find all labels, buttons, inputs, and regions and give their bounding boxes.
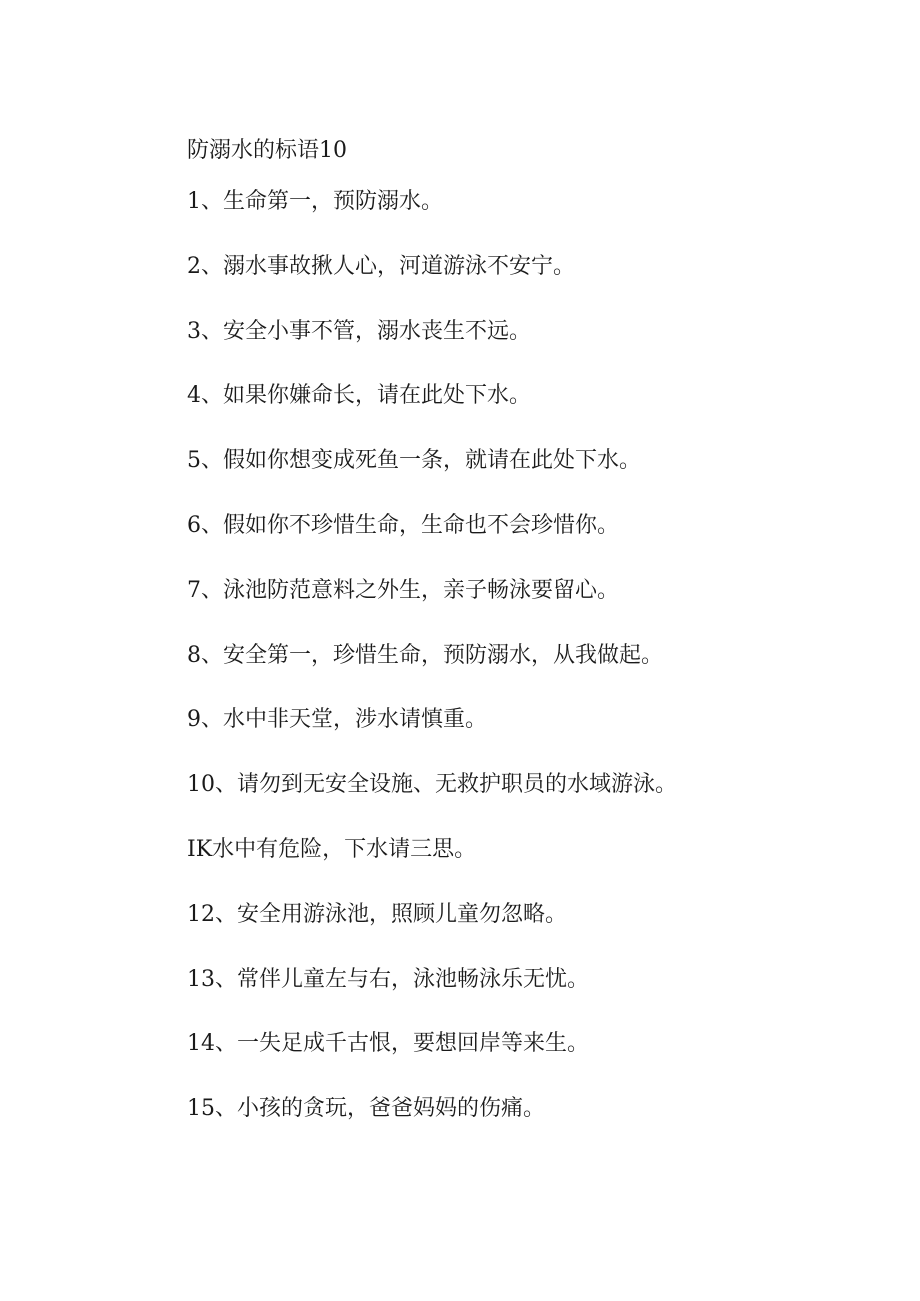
list-item: 9、水中非天堂，涉水请慎重。 xyxy=(187,707,487,733)
list-item: 1、生命第一，预防溺水。 xyxy=(187,189,443,214)
list-item: 8、安全第一，珍惜生命，预防溺水，从我做起。 xyxy=(187,642,663,668)
list-item: 7、泳池防范意料之外生，亲子畅泳要留心。 xyxy=(187,577,619,603)
list-item: 10、请勿到无安全设施、无救护职员的水域游泳。 xyxy=(187,772,677,798)
list-item: 3、安全小事不管，溺水丧生不远。 xyxy=(187,318,531,344)
list-item: IK水中有危险，下水请三思。 xyxy=(187,836,477,862)
list-item: 4、如果你嫌命长，请在此处下水。 xyxy=(187,383,531,409)
list-item: 2、溺水事故揪人心，河道游泳不安宁。 xyxy=(187,253,575,279)
list-item: 12、安全用游泳池，照顾儿童勿忽略。 xyxy=(187,901,567,927)
list-item: 13、常伴儿童左与右，泳池畅泳乐无忧。 xyxy=(187,966,589,992)
list-item: 15、小孩的贪玩，爸爸妈妈的伤痛。 xyxy=(187,1096,545,1122)
slogan-list xyxy=(187,186,677,1158)
list-item: 14、一失足成千古恨，要想回岸等来生。 xyxy=(187,1031,589,1057)
list-item: 6、假如你不珍惜生命，生命也不会珍惜你。 xyxy=(187,512,619,538)
document-title: 防溺水的标语10 xyxy=(187,138,347,163)
list-item: 5、假如你想变成死鱼一条，就请在此处下水。 xyxy=(187,448,641,474)
